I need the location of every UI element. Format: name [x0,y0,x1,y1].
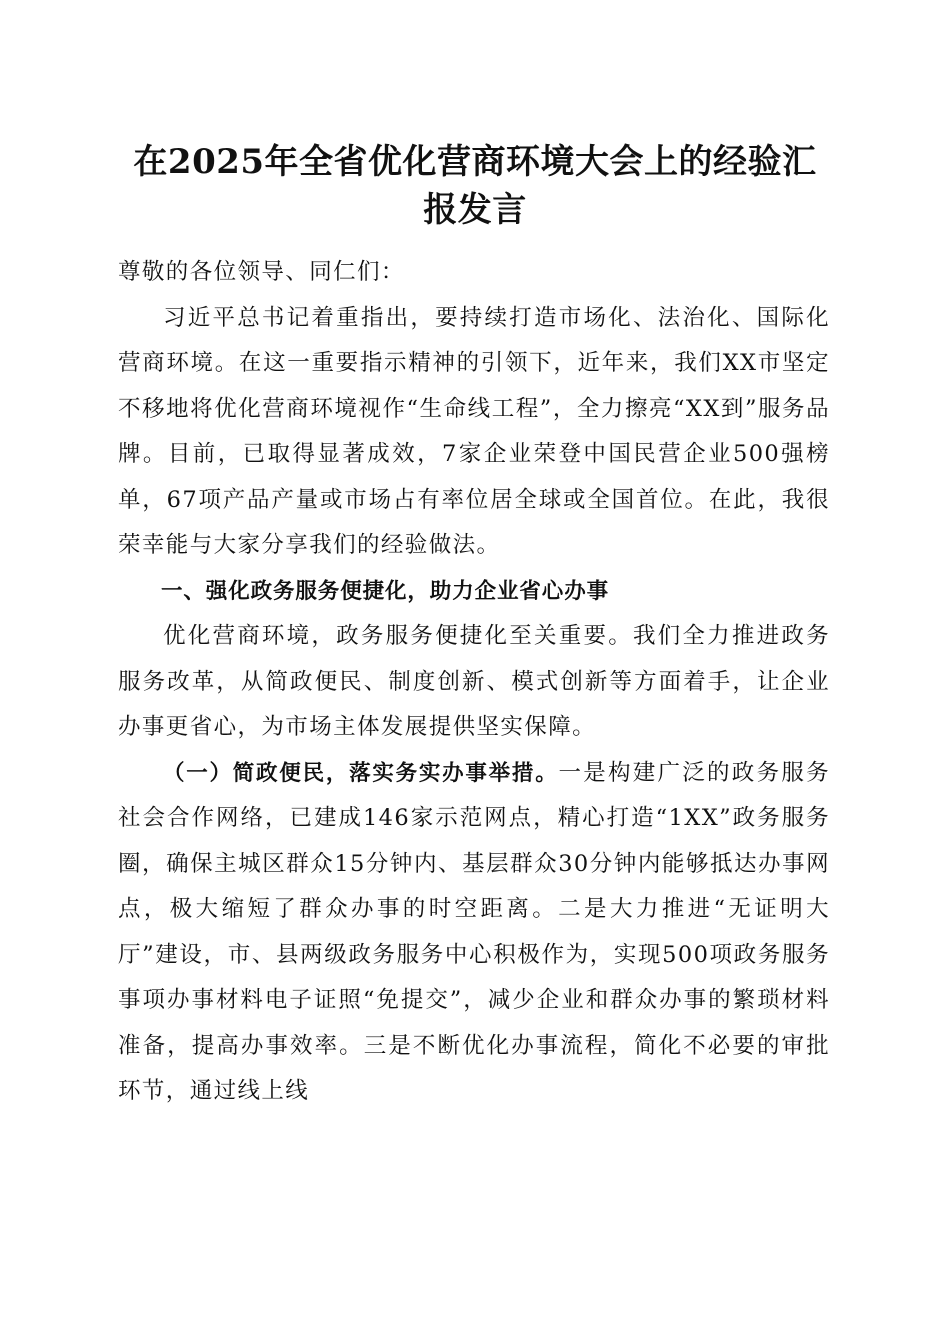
title-line-1: 在2025年全省优化营商环境大会上的经验汇 [133,142,817,182]
document-body [118,250,830,1115]
title-line-2: 报发言 [423,190,527,230]
subsection-1-lead: （一）简政便民，落实务实办事举措。 [163,760,559,786]
subsection-1-body: 一是构建广泛的政务服务社会合作网络，已建成146家示范网点，精心打造“1XX”政务服务圈，确保主城区群众15分钟内、基层群众30分钟内能够抵达办事网点，极大缩短了群众办事的时空距离。二是大力推进“无证明大厅”建设，市、县两级政务服务中心积极作为，实现500项政务服务事项办事材料电子证照“免提交”，减少企业和群众办事的繁琐材料准备，提高办事效率。三是不断优化办事流程，简化不必要的审批环节，通过线上线 [118,759,830,1104]
subsection-1-paragraph [118,751,830,1115]
section-heading-1: 一、强化政务服务便捷化，助力企业省心办事 [161,578,610,604]
document-title [110,138,840,234]
section-1-paragraph: 优化营商环境，政务服务便捷化至关重要。我们全力推进政务服务改革，从简政便民、制度创新、模式创新等方面着手，让企业办事更省心，为市场主体发展提供坚实保障。 [118,623,830,740]
salutation: 尊敬的各位领导、同仁们： [118,259,405,285]
intro-paragraph: 习近平总书记着重指出，要持续打造市场化、法治化、国际化营商环境。在这一重要指示精神的引领下，近年来，我们XX市坚定不移地将优化营商环境视作“生命线工程”，全力擦亮“XX到”服务品牌。目前，已取得显著成效，7家企业荣登中国民营企业500强榜单，67项产品产量或市场占有率位居全球或全国首位。在此，我很荣幸能与大家分享我们的经验做法。 [118,304,830,558]
